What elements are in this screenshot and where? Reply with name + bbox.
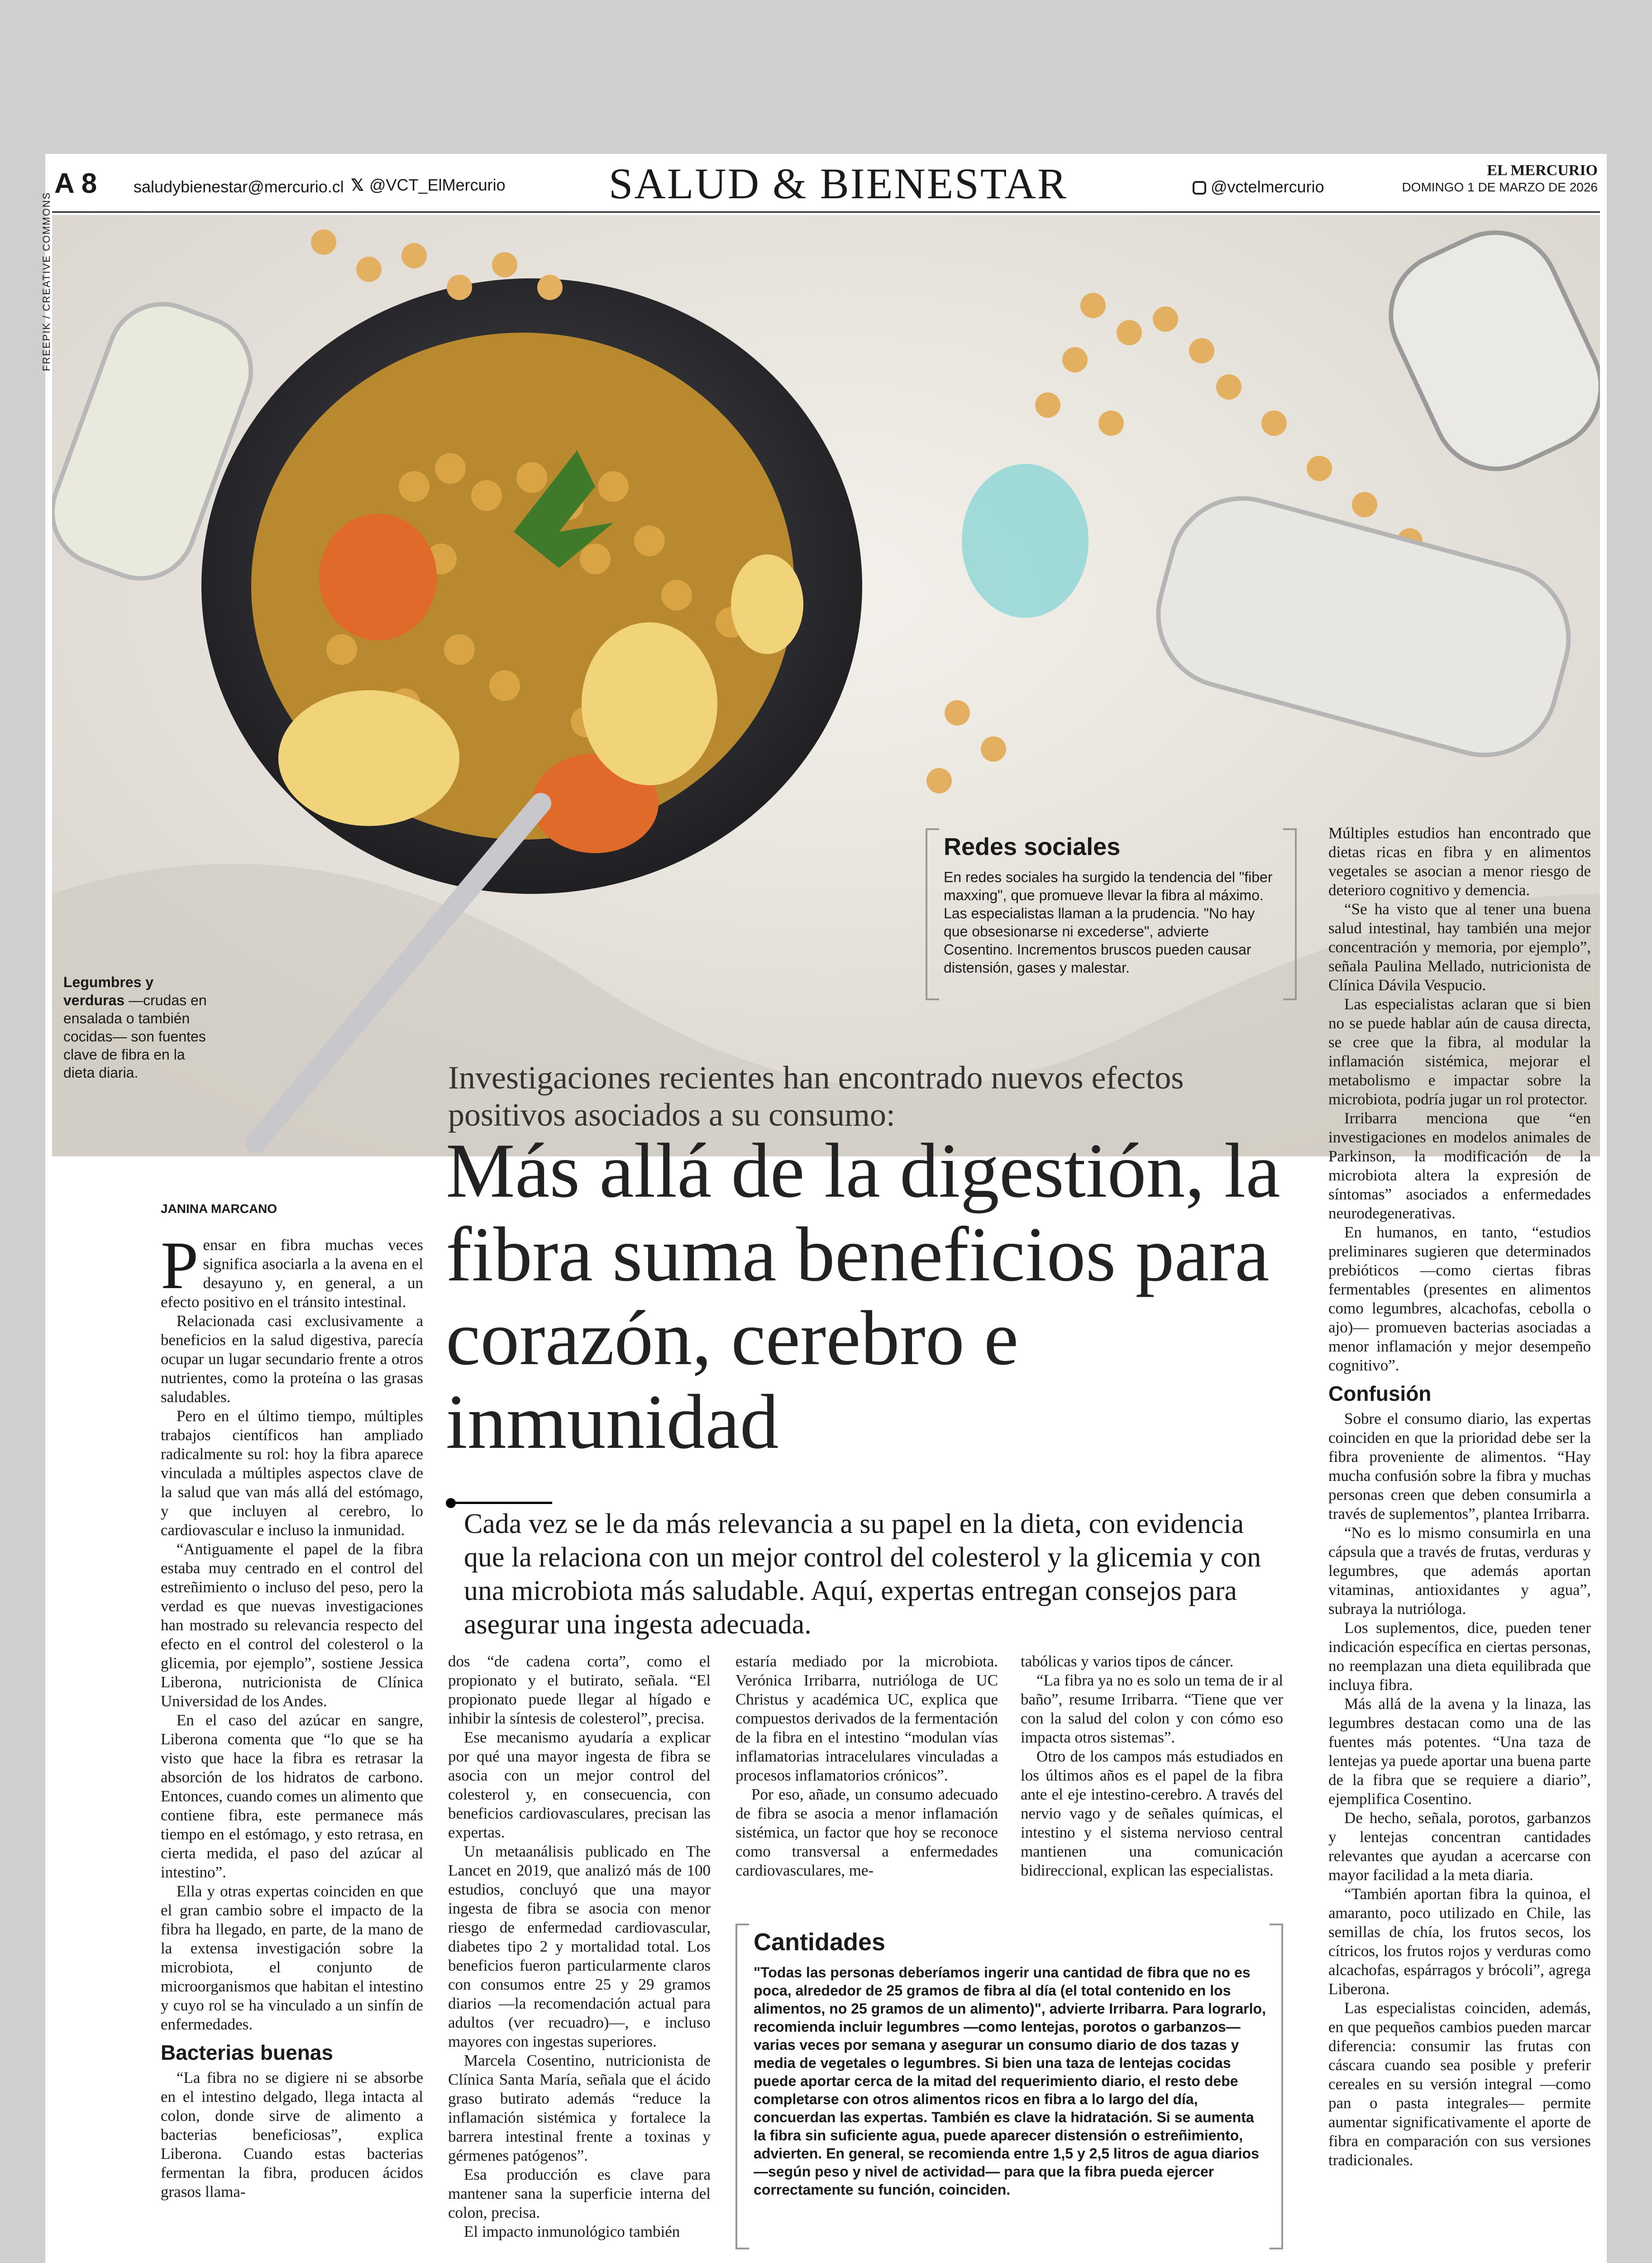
instagram-icon [1193,181,1206,195]
x-icon: 𝕏 [351,176,364,194]
article-title: Más allá de la digestión, la fibra suma beneficios para corazón, cerebro e inmunidad [446,1128,1280,1465]
cantidades-title: Cantidades [754,1929,886,1956]
page-header [52,158,1600,213]
cantidades-bracket-left [735,1924,749,2249]
page-number: A 8 [54,168,97,199]
subhead-bacterias: Bacterias buenas [161,2041,333,2064]
article-column-2: dos “de cadena corta”, como el propionato y el butirato, señala. “El propionato puede llegar al hígado e inhibir la síntesis de colesterol”, precisa. Ese mecanismo ayudaría a explicar por qué una mayor ingesta de fibra se asocia con un mejor control del colesterol y, en consecuencia, con beneficios cardiovasculares, precisan las expertas. Un metaanálisis publicado en The Lancet en 2019, que analizó más de 100 estudios, concluyó que una mayor ingesta de fibra se asocia con menor riesgo de enfermedad cardiovascular, diabetes tipo 2 y mortalidad total. Los beneficios fueron particularmente claros con consumos entre 25 y 29 gramos diarios —la recomendación actual para adultos (ver recuadro)—, e incluso mayores con ingestas superiores. Marcela Cosentino, nutricionista de Clínica Santa María, señala que el ácido graso butirato además “reduce la inflamación sistémica y fortalece la barrera intestinal frente a toxinas y gérmenes patógenos”. Esa producción es clave para mantener sana la superficie interna del colon, precisa. El impacto inmunológico también [448,1652,711,2240]
redes-title: Redes sociales [944,833,1121,860]
article-lead: Cada vez se le da más relevancia a su papel en la dieta, con evidencia que la relaciona con un mejor control del colesterol y la glicemia y con una microbiota más saludable. Aquí, expertas entregan consejos para asegurar una ingesta adecuada. [464,1509,1261,1640]
section-title: SALUD & BIENESTAR [609,159,1068,208]
redes-sociales-box [944,833,1274,977]
article-column-1: Pensar en fibra muchas veces significa asociarla a la avena en el desayuno y, en general, a un efecto positivo en el tránsito intestinal. Relacionada casi exclusivamente a beneficios en la salud digestiva, parecía ocupar un lugar secundario frente a otros nutrientes, como la proteína o las grasas saludables. Pero en el último tiempo, múltiples trabajos científicos han ampliado radicalmente su rol: hoy la fibra aparece vinculada a múltiples aspectos clave de la salud que van más allá del estómago, y que incluyen al cerebro, lo cardiovascular e incluso la inmunidad. “Antiguamente el papel de la fibra estaba muy centrado en el control del estreñimiento o incluso del peso, pero la verdad es que nuevas investigaciones han mostrado su relevancia respecto del efecto en el control del colesterol o la glicemia, por ejemplo”, sostiene Jessica Liberona, nutricionista de Clínica Universidad de los Andes. En el caso del azúcar en sangre, Liberona comenta que “lo que se ha visto que hace la fibra es retrasar la absorción de los hidratos de carbono. Entonces, cuando comes un alimento que contiene fibra, este permanece más tiempo en el estómago, y esto retrasa, en cierta medida, el paso del azúcar al intestino”. Ella y otras expertas coinciden en que el gran cambio sobre el impacto de la fibra ha llegado, en parte, de la mano de la extensa investigación sobre la microbiota, el conjunto de microorganismos que habitan el intestino y cuyo rol se ha vinculado a un sinfín de enfermedades. Bacterias buenas “La fibra no se digiere ni se absorbe en el intestino delgado, llega intacta al colon, donde sirve de alimento a bacterias beneficiosas”, explica Liberona. Cuando estas bacterias fermentan la fibra, producen ácidos grasos llama- [161,1228,423,2201]
subhead-confusion: Confusión [1328,1382,1432,1405]
cantidades-body: "Todas las personas deberíamos ingerir una cantidad de fibra que no es poca, alrededor de 25 gramos de fibra al día (el total contenido en los alimentos, no 25 gramos de un alimento)", advierte Irribarra. Para lograrlo, recomienda incluir legumbres —como lentejas, porotos o garbanzos— varias veces por semana y asegurar un consumo diario de dos tazas y media de vegetales o legumbres. Si bien una taza de lentejas cocidas puede aportar cerca de la mitad del requerimiento diario, el resto debe completarse con otros alimentos ricos en fibra a lo largo del día, concuerdan las expertas. También es clave la hidratación. Si se aumenta la fibra sin suficiente agua, puede aparecer distensión o estreñimiento, advierten. En general, se recomienda entre 1,5 y 2,5 litros de agua diarios —según peso y nivel de actividad— para que la fibra pueda ejercer correctamente su función, coinciden. [754,1964,1266,2198]
byline: JANINA MARCANO [161,1202,277,1216]
article-column-5: Múltiples estudios han encontrado que dietas ricas en fibra y en alimentos vegetales se asocian a menor riesgo de deterioro cognitivo y demencia. “Se ha visto que al tener una buena salud intestinal, hay también una mejor concentración y memoria, por ejemplo”, señala Paulina Mellado, nutricionista de Clínica Dávila Vespucio. Las especialistas aclaran que si bien no se puede hablar aún de causa directa, se cree que la fibra, al modular la inflamación sistémica, mejorar el metabolismo e impactar sobre la microbiota, podría jugar un rol protector. Irribarra menciona que “en investigaciones en modelos animales de Parkinson, la modificación de la microbiota altera la expresión de síntomas” asociados a enfermedades neurodegenerativas. En humanos, en tanto, “estudios preliminares sugieren que determinados prebióticos —como ciertas fibras fermentables (presentes en alimentos como legumbres, alcachofas, cebolla o ajo)— promueven bacterias asociadas a menor inflamación y mejor desempeño cognitivo”. Confusión Sobre el consumo diario, las expertas coinciden en que la prioridad debe ser la fibra proveniente de alimentos. “Hay mucha confusión sobre la fibra y muchas personas creen que deben consumirla a través de suplementos”, plantea Irribarra. “No es lo mismo consumirla en una cápsula que a través de frutas, verduras y legumbres, que además aportan vitaminas, antioxidantes y agua”, subraya la nutrióloga. Los suplementos, dice, pueden tener indicación específica en ciertas personas, no reemplazan una dieta equilibrada que incluya fibra. Más allá de la avena y la linaza, las legumbres destacan como una de las fuentes más potentes. “Una taza de lentejas ya puede aportar una buena parte de la fibra que se requiere a diario”, ejemplifica Cosentino. De hecho, señala, porotos, garbanzos y lentejas concentran cantidades relevantes que ayudan a acercarse con mayor facilidad a la meta diaria. “También aportan fibra la quinoa, el amaranto, poco utilizado en Chile, las semillas de chía, los frutos secos, los cítricos, los frutos rojos y verduras como alcachofas, espárragos y brócoli”, agrega Liberona. Las especialistas coinciden, además, en que pequeños cambios pueden marcar diferencia: consumir las frutas con cáscara cuando sea posible y preferir cereales en su versión integral —como pan o pasta integrales— permite aumentar significativamente el aporte de fibra en comparación con sus versiones tradicionales. [1328,824,1591,2169]
redes-bracket-left [926,828,939,1000]
lead-rule [453,1502,552,1504]
drop-cap: P [161,1228,199,1303]
newspaper-name: EL MERCURIO [1487,162,1598,179]
redes-bracket-right [1283,828,1297,1000]
photo-credit: FREEPIK / CREATIVE COMMONS [41,191,52,371]
section-email: saludybienestar@mercurio.cl [134,177,344,196]
article-kicker: Investigaciones recientes han encontrado nuevos efectos positivos asociados a su consumo: [448,1060,1184,1133]
article-column-3: estaría mediado por la microbiota. Verónica Irribarra, nutrióloga de UC Christus y académica UC, explica que compuestos derivados de la fermentación de la fibra en el intestino “modulan vías inflamatorias intracelulares vinculadas a procesos inflamatorios crónicos”. Por eso, añade, un consumo adecuado de fibra se asocia a menor inflamación sistémica, un factor que hoy se reconoce como transversal a enfermedades cardiovasculares, me- [735,1652,998,1879]
article-column-4: tabólicas y varios tipos de cáncer. “La fibra ya no es solo un tema de ir al baño”, resume Irribarra. “Tiene que ver con la salud del colon y con cómo eso impacta otros sistemas”. Otro de los campos más estudiados en los últimos años es el papel de la fibra ante el eje intestino-cerebro. A través del nervio vago y de señales químicas, el intestino y el sistema nervioso central mantienen una comunicación bidireccional, explican las especialistas. [1021,1652,1283,1879]
cantidades-bracket-right [1270,1924,1283,2249]
issue-date: DOMINGO 1 DE MARZO DE 2026 [1402,180,1598,194]
cantidades-box [754,1928,1270,2199]
photo-caption: Legumbres y verduras —crudas en ensalada o también cocidas— son fuentes clave de fibra en la dieta diaria. [63,974,207,1081]
instagram-handle: @vctelmercurio [1193,177,1324,196]
redes-body: En redes sociales ha surgido la tendencia del "fiber maxxing", que promueve llevar la fibra al máximo. Las especialistas llaman a la prudencia. "No hay que obsesionarse ni excederse", advierte Cosentino. Incrementos bruscos pueden causar distensión, gases y malestar. [944,869,1273,976]
twitter-handle: 𝕏 @VCT_ElMercurio [351,176,506,194]
